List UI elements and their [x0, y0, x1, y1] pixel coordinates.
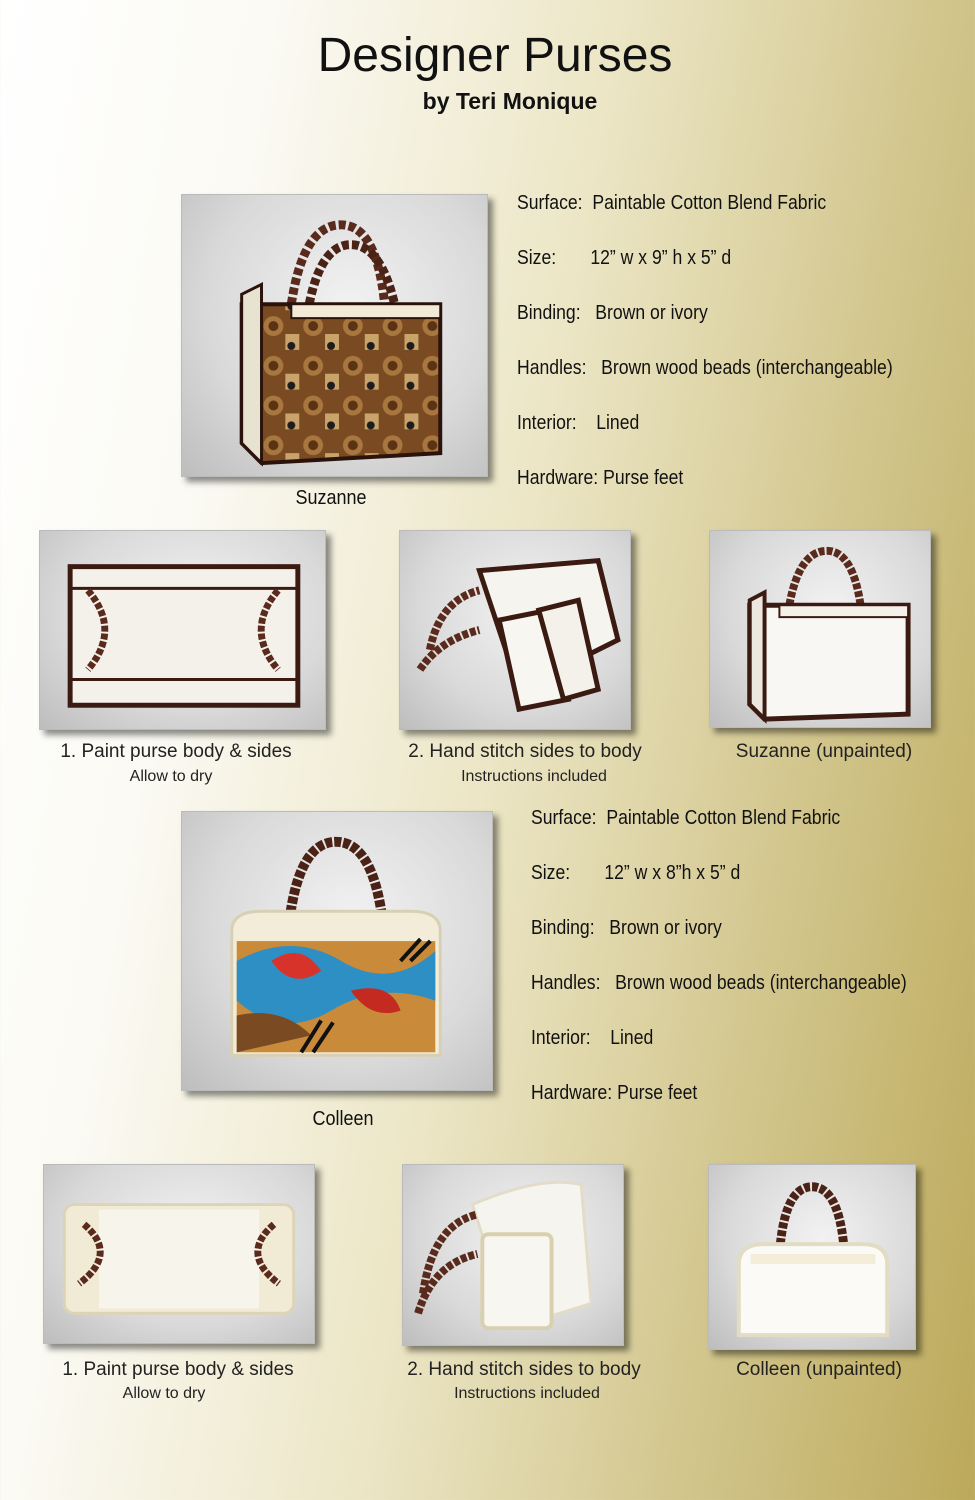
- colleen-spec-interior: Interior: Lined: [531, 1027, 654, 1049]
- suzanne-spec-handles: Handles: Brown wood beads (interchangeable): [517, 357, 893, 379]
- colleen-unpainted-caption: Colleen (unpainted): [736, 1359, 902, 1380]
- suzanne-unpainted-caption: Suzanne (unpainted): [735, 741, 913, 762]
- suzanne-name-label: Suzanne: [295, 487, 367, 509]
- colleen-step1-caption: 1. Paint purse body & sides: [62, 1359, 294, 1380]
- colleen-spec-size: Size: 12” w x 8”h x 5” d: [531, 862, 741, 884]
- suzanne-spec-interior: Interior: Lined: [517, 412, 640, 434]
- suzanne-painted-photo: [181, 194, 488, 477]
- suzanne-step1-caption: 1. Paint purse body & sides: [60, 741, 292, 762]
- suzanne-unpainted-photo: [709, 530, 931, 728]
- colleen-unpainted-photo: [708, 1164, 916, 1350]
- suzanne-spec-size: Size: 12” w x 9” h x 5” d: [517, 247, 732, 269]
- suzanne-step1-subcaption: Allow to dry: [129, 768, 213, 785]
- colleen-step2-caption: 2. Hand stitch sides to body: [407, 1359, 641, 1380]
- suzanne-step2-subcaption: Instructions included: [461, 768, 607, 785]
- suzanne-step1-photo: [39, 530, 326, 730]
- colleen-step1-photo: [43, 1164, 315, 1344]
- suzanne-spec-surface: Surface: Paintable Cotton Blend Fabric: [517, 192, 827, 214]
- suzanne-spec-hardware: Hardware: Purse feet: [517, 467, 684, 489]
- suzanne-spec-binding: Binding: Brown or ivory: [517, 302, 708, 324]
- colleen-spec-surface: Surface: Paintable Cotton Blend Fabric: [531, 807, 841, 829]
- page-title: Designer Purses: [317, 29, 673, 82]
- page-byline: by Teri Monique: [422, 88, 598, 114]
- colleen-spec-handles: Handles: Brown wood beads (interchangeable): [531, 972, 907, 994]
- colleen-spec-hardware: Hardware: Purse feet: [531, 1082, 698, 1104]
- colleen-step2-photo: [402, 1164, 624, 1346]
- colleen-step1-subcaption: Allow to dry: [122, 1385, 206, 1402]
- colleen-name-label: Colleen: [312, 1108, 374, 1130]
- suzanne-step2-caption: 2. Hand stitch sides to body: [408, 741, 642, 762]
- colleen-spec-binding: Binding: Brown or ivory: [531, 917, 722, 939]
- colleen-painted-photo: [181, 811, 493, 1091]
- suzanne-step2-photo: [399, 530, 631, 730]
- colleen-step2-subcaption: Instructions included: [454, 1385, 600, 1402]
